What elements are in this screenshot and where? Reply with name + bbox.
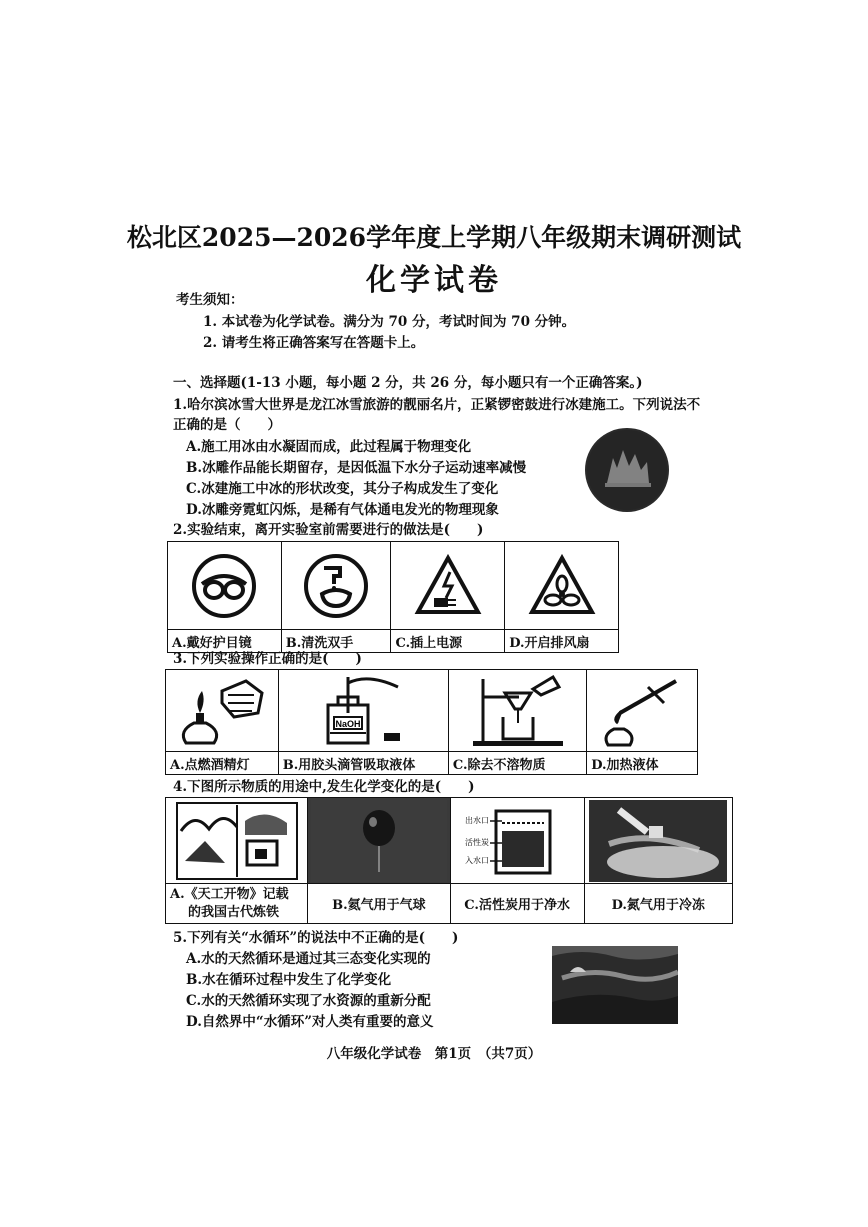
q2-option-b: B.清洗双手 [281, 630, 391, 653]
exam-title: 松北区2025—2026学年度上学期八年级期末调研测试 [126, 223, 742, 252]
q3-pic-d [587, 670, 698, 752]
liquid-nitrogen-freezing-icon [589, 800, 727, 882]
exam-subtitle: 化学试卷 [366, 263, 502, 298]
q3-option-c: C.除去不溶物质 [448, 752, 586, 775]
q3-stem: 3.下列实验操作正确的是( ) [173, 651, 362, 667]
q5-option-c: C.水的天然循环实现了水资源的重新分配 [186, 993, 431, 1009]
landscape-photo-icon [552, 946, 678, 1024]
q1-option-a: A.施工用冰由水凝固而成，此过程属于物理变化 [186, 439, 472, 455]
q2-option-d: D.开启排风扇 [505, 630, 619, 653]
activated-carbon-filter-icon [462, 801, 572, 881]
plug-power-icon [412, 550, 484, 622]
q4-pic-a [166, 798, 308, 884]
carbon-label: 活性炭 [465, 837, 490, 847]
filtration-setup-icon [463, 673, 573, 749]
ice-castle-icon [585, 428, 669, 512]
q2-pic-c [391, 542, 505, 630]
wash-hands-icon [300, 550, 372, 622]
q4-pic-c [450, 798, 584, 884]
ancient-iron-smelting-icon [175, 801, 299, 881]
q5-option-d: D.自然界中“水循环”对人类有重要的意义 [186, 1014, 434, 1030]
q2-pic-b [281, 542, 391, 630]
q2-option-a: A.戴好护目镜 [168, 630, 282, 653]
inlet-label: 入水口 [465, 855, 490, 865]
q2-options-table [167, 541, 619, 653]
naoh-label: NaOH [335, 718, 361, 729]
q5-option-b: B.水在循环过程中发生了化学变化 [186, 972, 392, 988]
q1-stem-line2: 正确的是（ ） [173, 417, 281, 433]
q3-options-table [165, 669, 698, 775]
q1-option-b: B.冰雕作品能长期留存，是因低温下水分子运动速率减慢 [186, 460, 527, 476]
notice-item-1: 1. 本试卷为化学试卷。满分为 70 分，考试时间为 70 分钟。 [203, 314, 576, 330]
q3-option-a: A.点燃酒精灯 [166, 752, 279, 775]
q4-option-a-line2: 的我国古代炼铁 [188, 904, 280, 920]
dropper-bottle-icon [298, 673, 428, 749]
alcohol-lamp-lighting-icon [172, 673, 272, 749]
q5-stem: 5.下列有关“水循环”的说法中不正确的是( ) [173, 930, 459, 946]
q1-option-d: D.冰雕旁霓虹闪烁，是稀有气体通电发光的物理现象 [186, 502, 499, 518]
page-footer: 八年级化学试卷 第1页 （共7页） [326, 1046, 542, 1062]
water-cycle-photo [552, 946, 678, 1024]
q4-option-a-line1: A.《天工开物》记载 [170, 886, 289, 902]
q1-stem-line1: 1.哈尔滨冰雪大世界是龙江冰雪旅游的靓丽名片，正紧锣密鼓进行冰建施工。下列说法不 [173, 397, 701, 413]
notice-item-2: 2. 请考生将正确答案写在答题卡上。 [203, 335, 425, 351]
q4-pic-d [584, 798, 733, 884]
goggles-icon [188, 550, 260, 622]
q3-pic-a [166, 670, 279, 752]
outlet-label: 出水口 [465, 815, 490, 825]
q4-option-a [166, 884, 308, 924]
ice-sculpture-photo [585, 428, 669, 512]
section1-heading: 一、选择题(1-13 小题，每小题 2 分，共 26 分，每小题只有一个正确答案。) [173, 375, 643, 391]
q1-option-c: C.冰建施工中冰的形状改变，其分子构成发生了变化 [186, 481, 499, 497]
q4-options-table [165, 797, 733, 924]
heating-liquid-icon [592, 673, 692, 749]
q5-option-a: A.水的天然循环是通过其三态变化实现的 [186, 951, 431, 967]
q2-pic-d [505, 542, 619, 630]
q3-pic-b [278, 670, 448, 752]
q2-pic-a [168, 542, 282, 630]
q2-option-c: C.插上电源 [391, 630, 505, 653]
q4-option-d: D.氮气用于冷冻 [584, 884, 733, 924]
q3-pic-c [448, 670, 586, 752]
q3-option-b: B.用胶头滴管吸取液体 [278, 752, 448, 775]
q2-stem: 2.实验结束，离开实验室前需要进行的做法是( ) [173, 522, 484, 538]
notice-heading: 考生须知： [176, 292, 244, 308]
q4-option-b: B.氦气用于气球 [308, 884, 451, 924]
exhaust-fan-icon [526, 550, 598, 622]
q4-option-c: C.活性炭用于净水 [450, 884, 584, 924]
q4-pic-b [308, 798, 451, 884]
q3-option-d: D.加热液体 [587, 752, 698, 775]
helium-balloon-icon [311, 800, 447, 882]
q4-stem: 4.下图所示物质的用途中,发生化学变化的是( ) [173, 779, 475, 795]
